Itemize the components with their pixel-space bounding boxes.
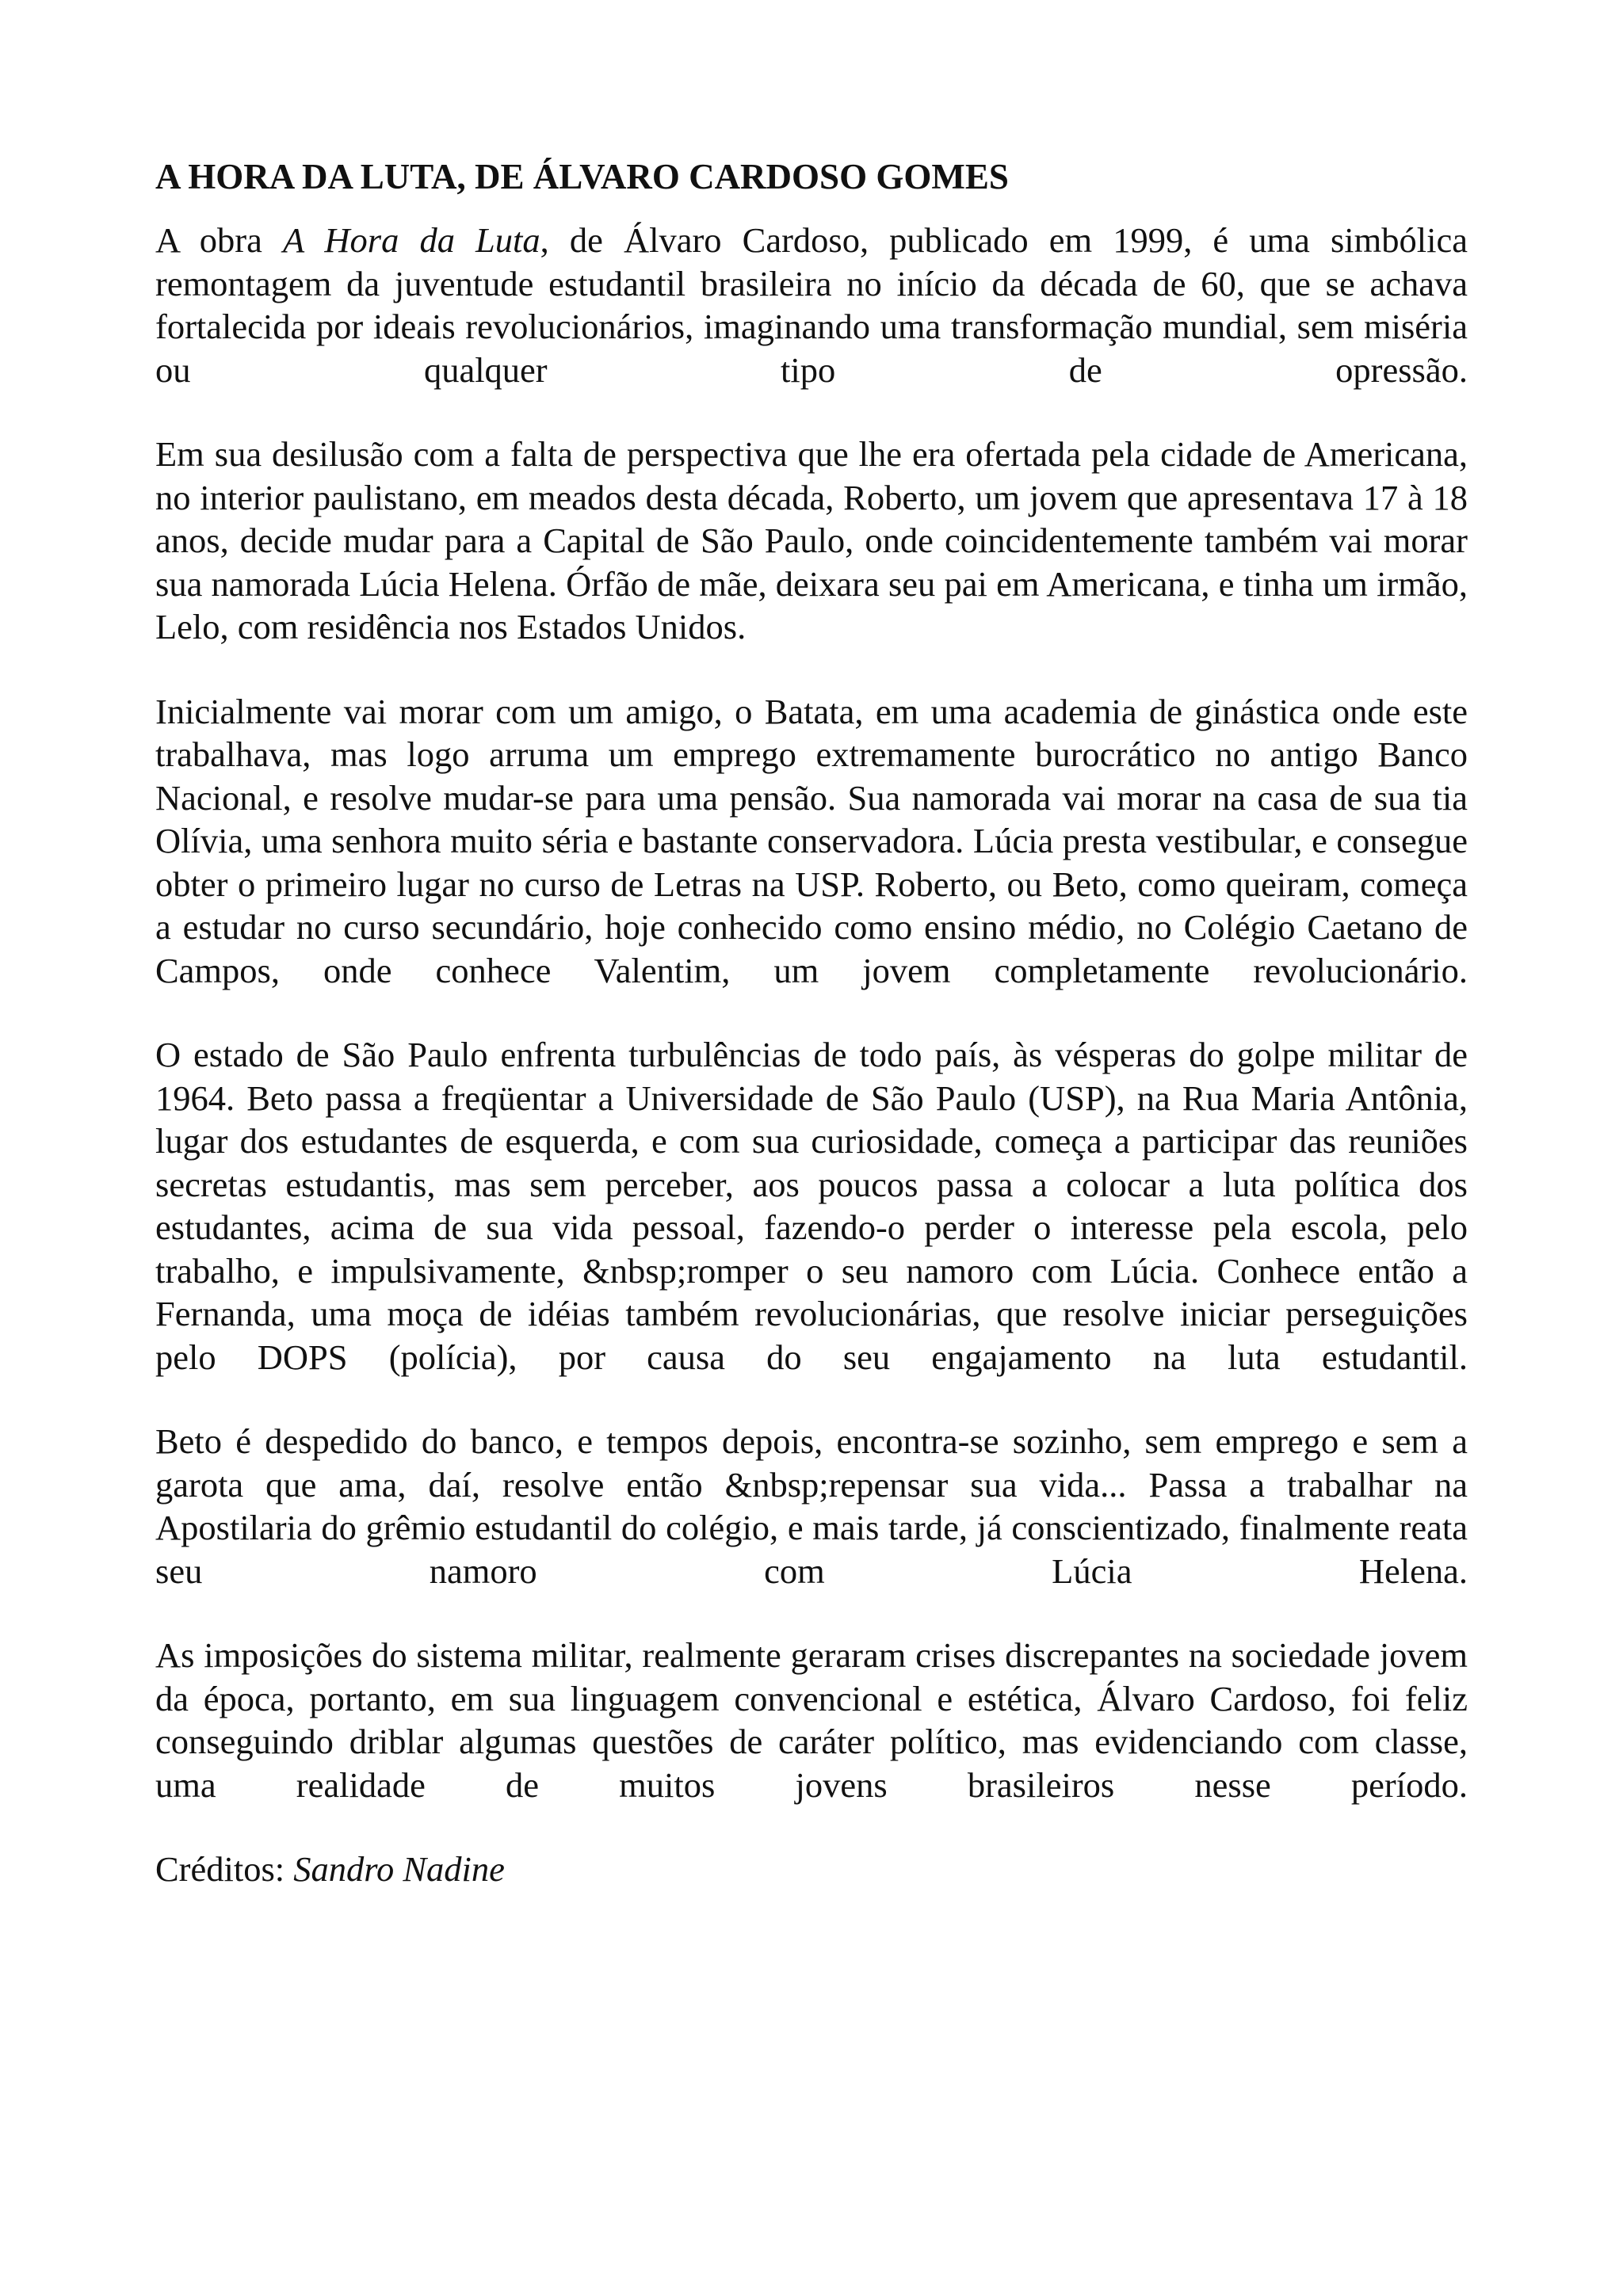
- credits: [155, 1848, 1468, 1891]
- paragraph-4: O estado de São Paulo enfrenta turbulências de todo país, às vésperas do golpe militar de 1964. Beto passa a freqüentar a Universidade de São Paulo (USP), na Rua Maria Antônia, lugar dos estudantes de esquerda, e com sua curiosidade, começa a participar das reuniões secretas estudantis, mas sem perceber, aos poucos passa a colocar a luta política dos estudantes, acima de sua vida pessoal, fazendo-o perder o interesse pela escola, pelo trabalho, e impulsivamente, &nbsp;romper o seu namoro com Lúcia. Conhece então a Fernanda, uma moça de idéias também revolucionárias, que resolve iniciar perseguições pelo DOPS (polícia), por causa do seu engajamento na luta estudantil.: [155, 1035, 1468, 1377]
- paragraph-1-intro: A obra: [155, 220, 283, 260]
- document-page: [155, 155, 1468, 1891]
- paragraph-1-body: , de Álvaro Cardoso, publicado em 1999, é uma simbólica remontagem da juventude estudantil brasileira no início da década de 60, que se achava fortalecida por ideais revolucionários, imaginando uma transformação mundial, sem miséria ou qualquer tipo de opressão.: [155, 220, 1468, 390]
- credits-author: Sandro Nadine: [293, 1849, 505, 1889]
- paragraph-6: As imposições do sistema militar, realmente geraram crises discrepantes na sociedade jovem da época, portanto, em sua linguagem convencional e estética, Álvaro Cardoso, foi feliz conseguindo driblar algumas questões de caráter político, mas evidenciando com classe, uma realidade de muitos jovens brasileiros nesse período.: [155, 1635, 1468, 1805]
- paragraph-2: Em sua desilusão com a falta de perspectiva que lhe era ofertada pela cidade de Americana, no interior paulistano, em meados desta década, Roberto, um jovem que apresentava 17 à 18 anos, decide mudar para a Capital de São Paulo, onde coincidentemente também vai morar sua namorada Lúcia Helena. Órfão de mãe, deixara seu pai em Americana, e tinha um irmão, Lelo, com residência nos Estados Unidos.: [155, 434, 1468, 646]
- work-title: A Hora da Luta: [282, 220, 540, 260]
- document-title: A HORA DA LUTA, DE ÁLVARO CARDOSO GOMES: [155, 157, 1009, 196]
- paragraph-5: Beto é despedido do banco, e tempos depois, encontra-se sozinho, sem emprego e sem a garota que ama, daí, resolve então &nbsp;repensar sua vida... Passa a trabalhar na Apostilaria do grêmio estudantil do colégio, e mais tarde, já conscientizado, finalmente reata seu namoro com Lúcia Helena.: [155, 1421, 1468, 1591]
- credits-label: Créditos:: [155, 1849, 294, 1889]
- paragraph-3: Inicialmente vai morar com um amigo, o Batata, em uma academia de ginástica onde este trabalhava, mas logo arruma um emprego extremamente burocrático no antigo Banco Nacional, e resolve mudar-se para uma pensão. Sua namorada vai morar na casa de sua tia Olívia, uma senhora muito séria e bastante conservadora. Lúcia presta vestibular, e consegue obter o primeiro lugar no curso de Letras na USP. Roberto, ou Beto, como queiram, começa a estudar no curso secundário, hoje conhecido como ensino médio, no Colégio Caetano de Campos, onde conhece Valentim, um jovem completamente revolucionário.: [155, 691, 1468, 990]
- paragraph-1: [155, 219, 1468, 391]
